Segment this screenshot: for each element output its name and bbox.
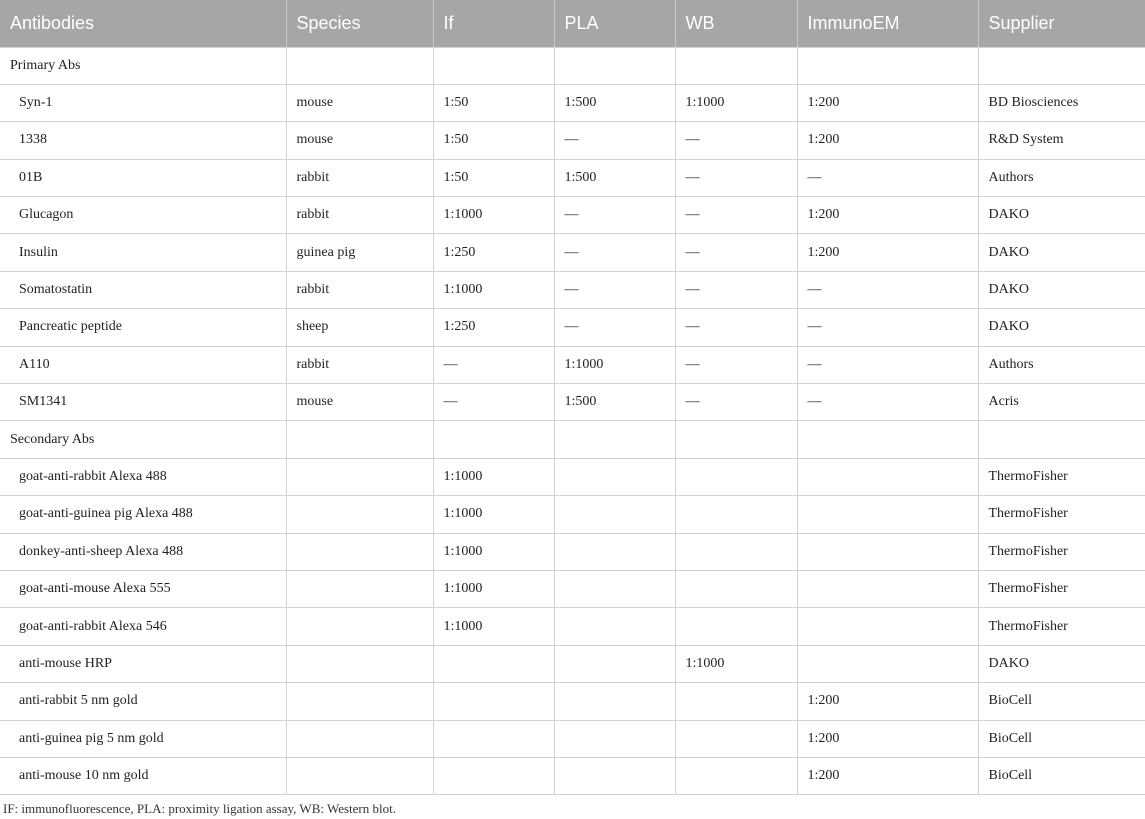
table-header [0, 0, 1145, 47]
supplier-cell: ThermoFisher [978, 608, 1145, 645]
pla-cell: 1:500 [554, 159, 675, 196]
if-cell: 1:1000 [433, 570, 554, 607]
immunoem-cell [797, 496, 978, 533]
table-row [0, 757, 1145, 794]
antibody-cell: anti-guinea pig 5 nm gold [0, 720, 286, 757]
supplier-cell: DAKO [978, 234, 1145, 271]
antibody-cell: 1338 [0, 122, 286, 159]
antibody-cell: goat-anti-rabbit Alexa 488 [0, 458, 286, 495]
immunoem-cell: 1:200 [797, 197, 978, 234]
empty-cell [554, 47, 675, 84]
pla-cell [554, 458, 675, 495]
supplier-cell: Authors [978, 159, 1145, 196]
species-cell: mouse [286, 384, 433, 421]
immunoem-cell: 1:200 [797, 84, 978, 121]
empty-cell [978, 47, 1145, 84]
species-cell [286, 720, 433, 757]
section-row [0, 47, 1145, 84]
antibody-cell: goat-anti-rabbit Alexa 546 [0, 608, 286, 645]
antibody-cell: SM1341 [0, 384, 286, 421]
species-cell [286, 683, 433, 720]
antibody-cell: goat-anti-guinea pig Alexa 488 [0, 496, 286, 533]
if-cell: 1:1000 [433, 608, 554, 645]
pla-cell: 1:1000 [554, 346, 675, 383]
wb-cell: 1:1000 [675, 645, 797, 682]
species-cell [286, 645, 433, 682]
immunoem-cell: 1:200 [797, 122, 978, 159]
species-cell: mouse [286, 122, 433, 159]
empty-cell [797, 47, 978, 84]
supplier-cell: ThermoFisher [978, 458, 1145, 495]
wb-cell: 1:1000 [675, 84, 797, 121]
if-cell: 1:1000 [433, 458, 554, 495]
table-row [0, 570, 1145, 607]
immunoem-cell: — [797, 346, 978, 383]
empty-cell [675, 421, 797, 458]
species-cell [286, 570, 433, 607]
column-header-supplier: Supplier [988, 12, 1055, 33]
supplier-cell: DAKO [978, 645, 1145, 682]
pla-cell [554, 496, 675, 533]
supplier-cell: Acris [978, 384, 1145, 421]
empty-cell [797, 421, 978, 458]
if-cell: — [433, 384, 554, 421]
species-cell: rabbit [286, 271, 433, 308]
column-header-immunoem: ImmunoEM [797, 0, 978, 47]
table-row [0, 533, 1145, 570]
table-row [0, 309, 1145, 346]
header-row [0, 0, 1145, 47]
supplier-cell: DAKO [978, 309, 1145, 346]
wb-cell: — [675, 384, 797, 421]
table-row [0, 496, 1145, 533]
immunoem-cell [797, 608, 978, 645]
empty-cell [286, 47, 433, 84]
pla-cell [554, 720, 675, 757]
table-row [0, 458, 1145, 495]
section-label: Primary Abs [0, 47, 286, 84]
immunoem-cell: — [797, 309, 978, 346]
wb-cell: — [675, 234, 797, 271]
table-row [0, 159, 1145, 196]
empty-cell [554, 421, 675, 458]
if-cell [433, 683, 554, 720]
immunoem-cell [797, 458, 978, 495]
supplier-cell: BioCell [978, 720, 1145, 757]
antibody-cell: 01B [0, 159, 286, 196]
species-cell [286, 608, 433, 645]
column-header-if: If [433, 0, 554, 47]
wb-cell [675, 608, 797, 645]
antibody-cell: anti-mouse 10 nm gold [0, 757, 286, 794]
species-cell [286, 533, 433, 570]
supplier-cell: ThermoFisher [978, 533, 1145, 570]
if-cell: 1:250 [433, 309, 554, 346]
antibody-cell: Pancreatic peptide [0, 309, 286, 346]
species-cell: sheep [286, 309, 433, 346]
if-cell: 1:50 [433, 159, 554, 196]
if-cell: 1:1000 [433, 271, 554, 308]
wb-cell [675, 720, 797, 757]
table-row [0, 608, 1145, 645]
wb-cell: — [675, 197, 797, 234]
immunoem-cell: — [797, 159, 978, 196]
table-row [0, 346, 1145, 383]
if-cell: 1:50 [433, 122, 554, 159]
pla-cell: 1:500 [554, 384, 675, 421]
pla-cell: 1:500 [554, 84, 675, 121]
supplier-cell: DAKO [978, 271, 1145, 308]
table-row [0, 645, 1145, 682]
pla-cell [554, 608, 675, 645]
column-header-antibodies: Antibodies [0, 0, 286, 47]
species-cell [286, 458, 433, 495]
antibody-cell: Glucagon [0, 197, 286, 234]
empty-cell [433, 47, 554, 84]
empty-cell [978, 421, 1145, 458]
supplier-cell: BD Biosciences [978, 84, 1145, 121]
immunoem-cell: — [797, 384, 978, 421]
column-header-species: Species [286, 0, 433, 47]
table-row [0, 197, 1145, 234]
if-cell [433, 757, 554, 794]
if-cell: 1:1000 [433, 197, 554, 234]
wb-cell: — [675, 346, 797, 383]
antibody-cell: Syn-1 [0, 84, 286, 121]
antibody-cell: A110 [0, 346, 286, 383]
table-row [0, 384, 1145, 421]
if-cell [433, 720, 554, 757]
species-cell: rabbit [286, 346, 433, 383]
immunoem-cell: 1:200 [797, 720, 978, 757]
pla-cell: — [554, 197, 675, 234]
wb-cell: — [675, 122, 797, 159]
species-cell [286, 757, 433, 794]
table-row [0, 234, 1145, 271]
immunoem-cell: — [797, 271, 978, 308]
if-cell: — [433, 346, 554, 383]
empty-cell [286, 421, 433, 458]
species-cell: rabbit [286, 159, 433, 196]
wb-cell [675, 683, 797, 720]
immunoem-cell [797, 645, 978, 682]
if-cell: 1:250 [433, 234, 554, 271]
pla-cell [554, 757, 675, 794]
antibody-cell: anti-mouse HRP [0, 645, 286, 682]
if-cell [433, 645, 554, 682]
pla-cell: — [554, 122, 675, 159]
antibody-cell: goat-anti-mouse Alexa 555 [0, 570, 286, 607]
if-cell: 1:1000 [433, 496, 554, 533]
species-cell [286, 496, 433, 533]
species-cell: rabbit [286, 197, 433, 234]
species-cell: mouse [286, 84, 433, 121]
wb-cell [675, 458, 797, 495]
antibody-cell: Insulin [0, 234, 286, 271]
supplier-cell: ThermoFisher [978, 570, 1145, 607]
wb-cell: — [675, 159, 797, 196]
pla-cell [554, 645, 675, 682]
if-cell: 1:1000 [433, 533, 554, 570]
pla-cell: — [554, 271, 675, 308]
empty-cell [433, 421, 554, 458]
supplier-cell: Authors [978, 346, 1145, 383]
immunoem-cell: 1:200 [797, 234, 978, 271]
pla-cell [554, 683, 675, 720]
immunoem-cell: 1:200 [797, 757, 978, 794]
table-row [0, 683, 1145, 720]
immunoem-cell [797, 570, 978, 607]
pla-cell: — [554, 234, 675, 271]
wb-cell [675, 496, 797, 533]
species-cell: guinea pig [286, 234, 433, 271]
table-row [0, 271, 1145, 308]
if-cell: 1:50 [433, 84, 554, 121]
empty-cell [675, 47, 797, 84]
antibody-cell: donkey-anti-sheep Alexa 488 [0, 533, 286, 570]
wb-cell [675, 757, 797, 794]
section-label: Secondary Abs [0, 421, 286, 458]
pla-cell [554, 570, 675, 607]
supplier-cell: BioCell [978, 757, 1145, 794]
table-body [0, 47, 1145, 795]
supplier-cell: BioCell [978, 683, 1145, 720]
wb-cell: — [675, 271, 797, 308]
wb-cell [675, 570, 797, 607]
wb-cell: — [675, 309, 797, 346]
supplier-cell: ThermoFisher [978, 496, 1145, 533]
antibody-cell: Somatostatin [0, 271, 286, 308]
column-header-pla: PLA [554, 0, 675, 47]
supplier-cell: DAKO [978, 197, 1145, 234]
table-row [0, 720, 1145, 757]
pla-cell [554, 533, 675, 570]
antibody-cell: anti-rabbit 5 nm gold [0, 683, 286, 720]
pla-cell: — [554, 309, 675, 346]
immunoem-cell [797, 533, 978, 570]
table-footnote: IF: immunofluorescence, PLA: proximity ligation assay, WB: Western blot. [3, 801, 396, 816]
table-row [0, 122, 1145, 159]
immunoem-cell: 1:200 [797, 683, 978, 720]
table-row [0, 84, 1145, 121]
section-row [0, 421, 1145, 458]
column-header-wb: WB [675, 0, 797, 47]
supplier-cell: R&D System [978, 122, 1145, 159]
wb-cell [675, 533, 797, 570]
